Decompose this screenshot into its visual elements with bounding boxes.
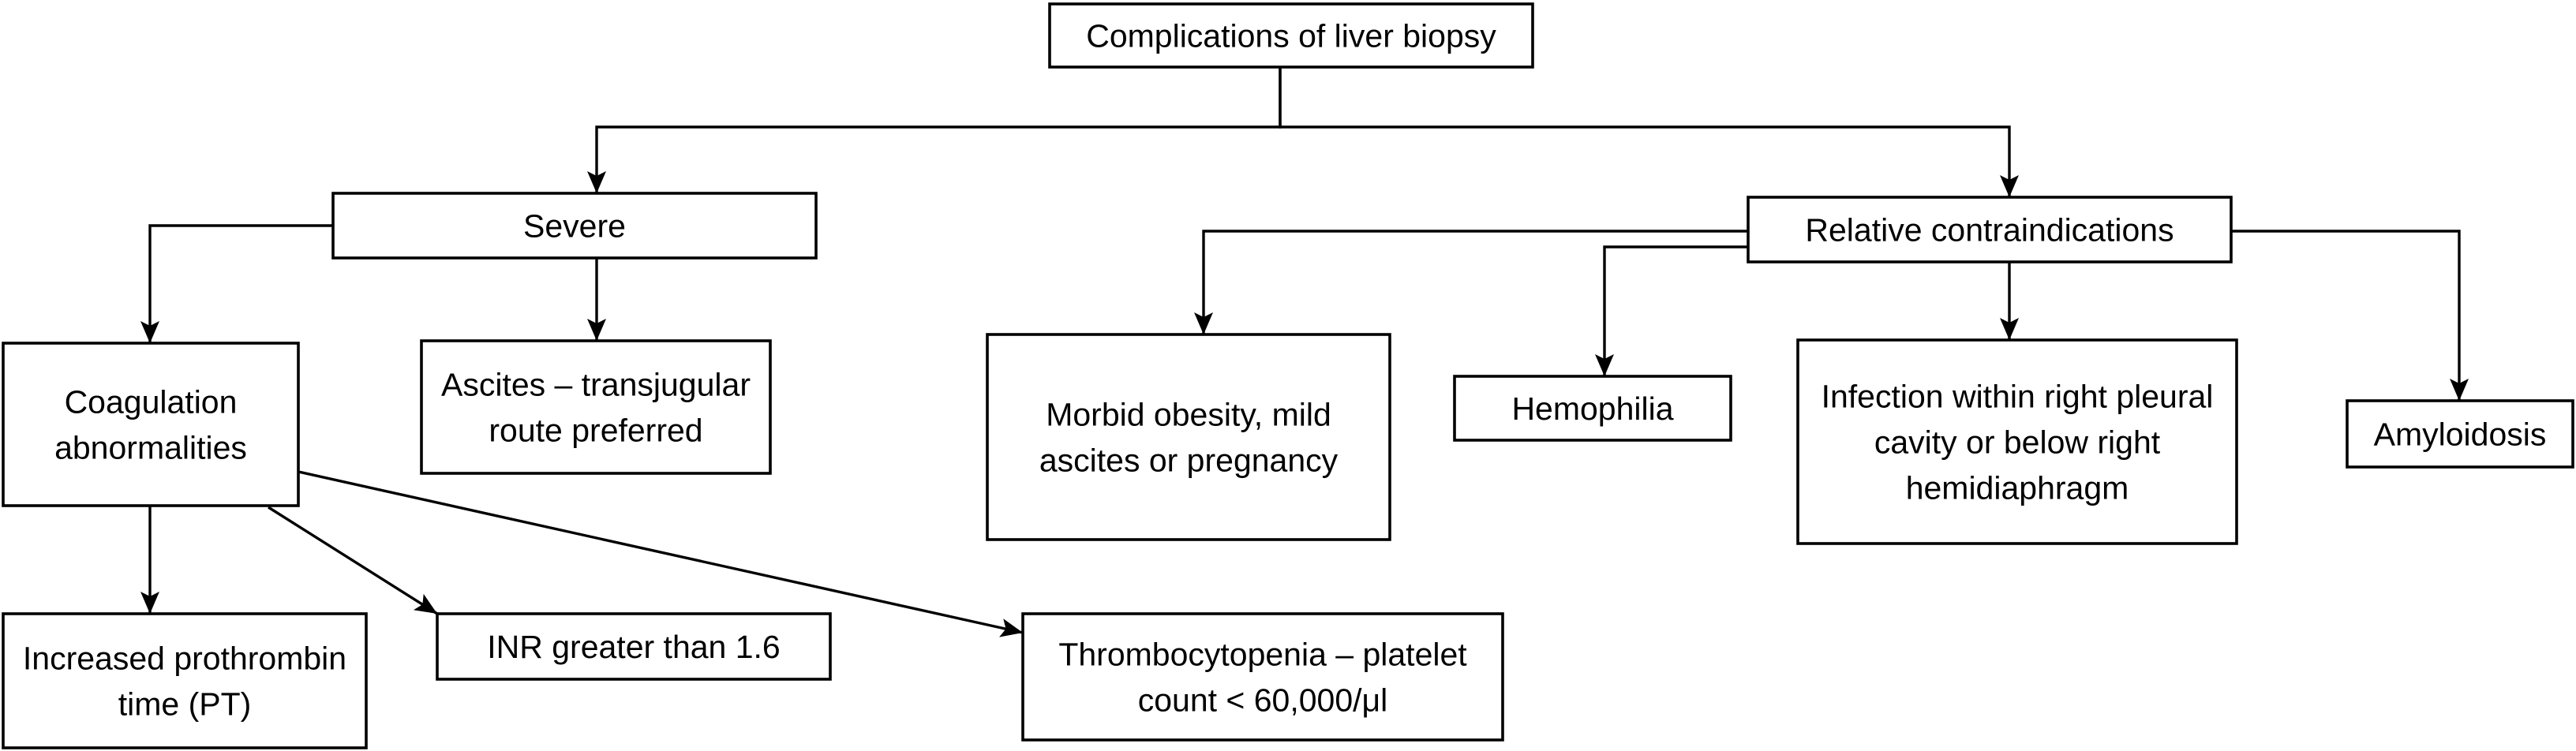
node-ascites-line-2: route preferred: [489, 412, 703, 449]
node-pt-line-1: Increased prothrombin: [22, 640, 347, 677]
node-severe: [333, 193, 816, 258]
node-hemophilia-line-1: Hemophilia: [1511, 390, 1674, 427]
node-root-label: [1086, 17, 1496, 54]
node-obesity-line-2: ascites or pregnancy: [1039, 442, 1339, 479]
arrow-root-to-relative: [1280, 67, 2009, 197]
node-coagulation-line-2: abnormalities: [54, 429, 247, 466]
node-hemophilia-label: [1511, 390, 1673, 427]
node-infection-line-2: cavity or below right: [1874, 424, 2161, 461]
node-infection-line-1: Infection within right pleural: [1821, 378, 2214, 415]
node-coagulation-line-1: Coagulation: [64, 383, 238, 420]
node-root-line-1: Complications of liver biopsy: [1086, 17, 1496, 54]
node-inr-label: [487, 629, 780, 665]
node-ascites: [421, 341, 770, 473]
arrow-severe-to-coagulation: [150, 226, 333, 343]
node-amyloidosis-line-1: Amyloidosis: [2373, 416, 2547, 453]
arrow-root-to-severe: [597, 67, 1280, 193]
node-coagulation-box: [3, 343, 298, 506]
node-infection-line-3: hemidiaphragm: [1905, 469, 2129, 506]
node-amyloidosis: [2347, 401, 2573, 467]
arrow-coagulation-to-inr: [268, 507, 437, 614]
node-thrombo-line-1: Thrombocytopenia – platelet: [1058, 636, 1467, 673]
node-severe-label: [523, 207, 626, 244]
node-severe-line-1: Severe: [523, 207, 626, 245]
node-thrombo-line-2: count < 60,000/μl: [1137, 682, 1388, 719]
node-obesity-box: [987, 334, 1390, 540]
node-pt: [3, 614, 366, 748]
node-relative: [1748, 197, 2231, 262]
node-layer: [3, 4, 2573, 748]
node-thrombo: [1023, 614, 1503, 740]
node-amyloidosis-label: [2374, 416, 2547, 452]
node-pt-box: [3, 614, 366, 748]
node-hemophilia: [1455, 376, 1731, 440]
node-inr-line-1: INR greater than 1.6: [487, 628, 781, 665]
node-ascites-line-1: Ascites – transjugular: [441, 366, 751, 403]
arrow-coagulation-to-thrombo: [298, 472, 1023, 633]
node-infection: [1798, 340, 2237, 544]
node-inr: [437, 614, 830, 679]
node-coagulation: [3, 343, 298, 506]
arrow-relative-to-hemophilia: [1604, 247, 1748, 376]
node-thrombo-box: [1023, 614, 1503, 740]
arrow-relative-to-amyloidosis: [2231, 231, 2459, 401]
node-ascites-box: [421, 341, 770, 473]
node-relative-label: [1805, 211, 2174, 248]
node-root: [1050, 4, 1533, 67]
node-obesity: [987, 334, 1390, 540]
node-pt-line-2: time (PT): [118, 686, 252, 723]
node-obesity-line-1: Morbid obesity, mild: [1046, 396, 1331, 433]
node-relative-line-1: Relative contraindications: [1805, 211, 2174, 248]
